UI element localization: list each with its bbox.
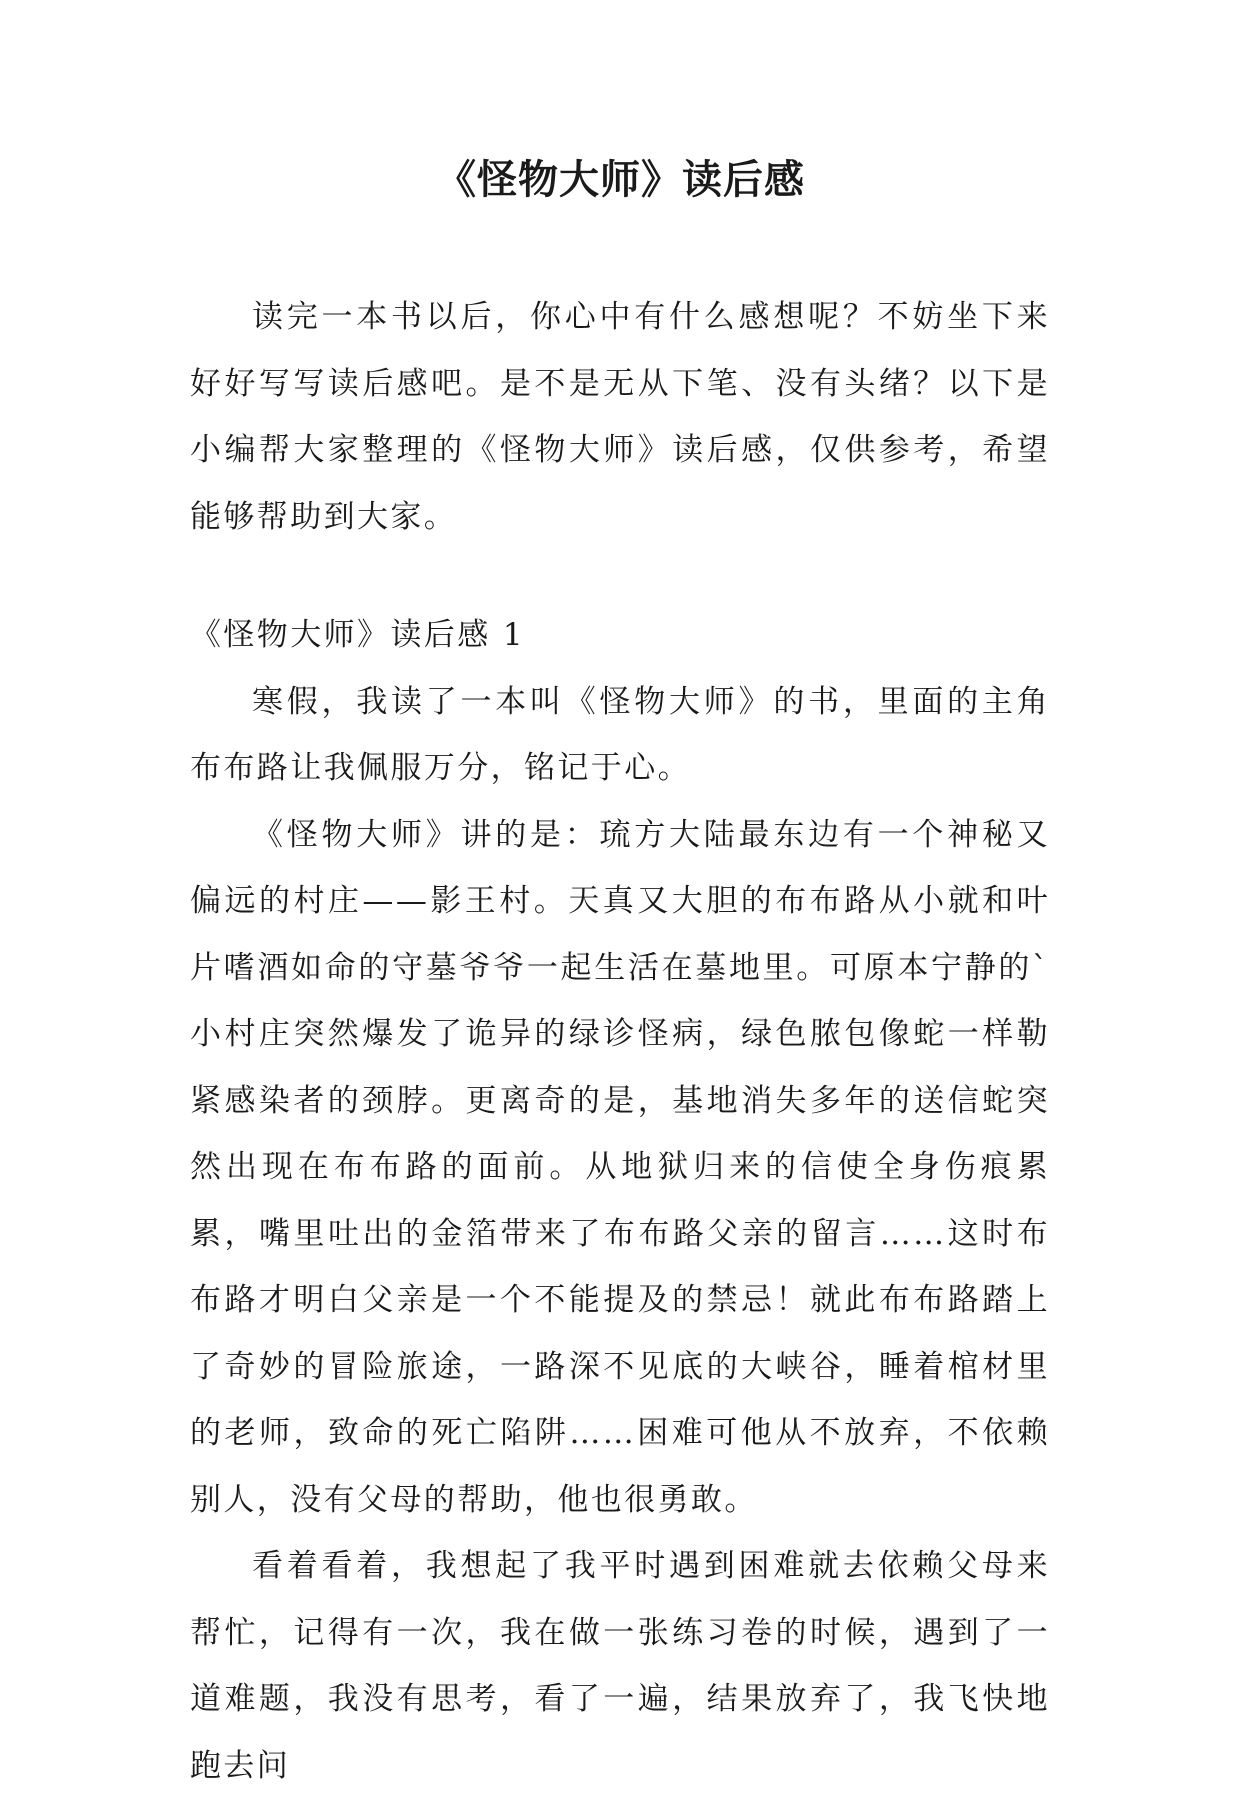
document-title: 《怪物大师》读后感 [436,156,805,203]
body-paragraph-1: 寒假，我读了一本叫《怪物大师》的书，里面的主角布布路让我佩服万分，铭记于心。 [190,683,1050,786]
body-paragraph-2: 《怪物大师》讲的是：琉方大陆最东边有一个神秘又偏远的村庄——影王村。天真又大胆的布布路从小就和叶片嗜酒如命的守墓爷爷一起生活在墓地里。可原本宁静的`小村庄突然爆发了诡异的绿诊怪病，绿色脓包像蛇一样勒紧感染者的颈脖。更离奇的是，基地消失多年的送信蛇突然出现在布布路的面前。从地狱归来的信使全身伤痕累累，嘴里吐出的金箔带来了布布路父亲的留言……这时布布路才明白父亲是一个不能提及的禁忌！就此布布路踏上了奇妙的冒险旅途，一路深不见底的大峡谷，睡着棺材里的老师，致命的死亡陷阱……困难可他从不放弃，不依赖别人，没有父母的帮助，他也很勇敢。 [190,816,1050,1518]
document-body [190,284,1050,1799]
section-heading: 《怪物大师》读后感 1 [190,617,525,653]
intro-paragraph: 读完一本书以后，你心中有什么感想呢？不妨坐下来好好写写读后感吧。是不是无从下笔、没有头绪？以下是小编帮大家整理的《怪物大师》读后感，仅供参考，希望能够帮助到大家。 [190,299,1050,535]
body-paragraph-3: 看着看着，我想起了我平时遇到困难就去依赖父母来帮忙，记得有一次，我在做一张练习卷的时候，遇到了一道难题，我没有思考，看了一遍，结果放弃了，我飞快地跑去问 [190,1548,1050,1784]
